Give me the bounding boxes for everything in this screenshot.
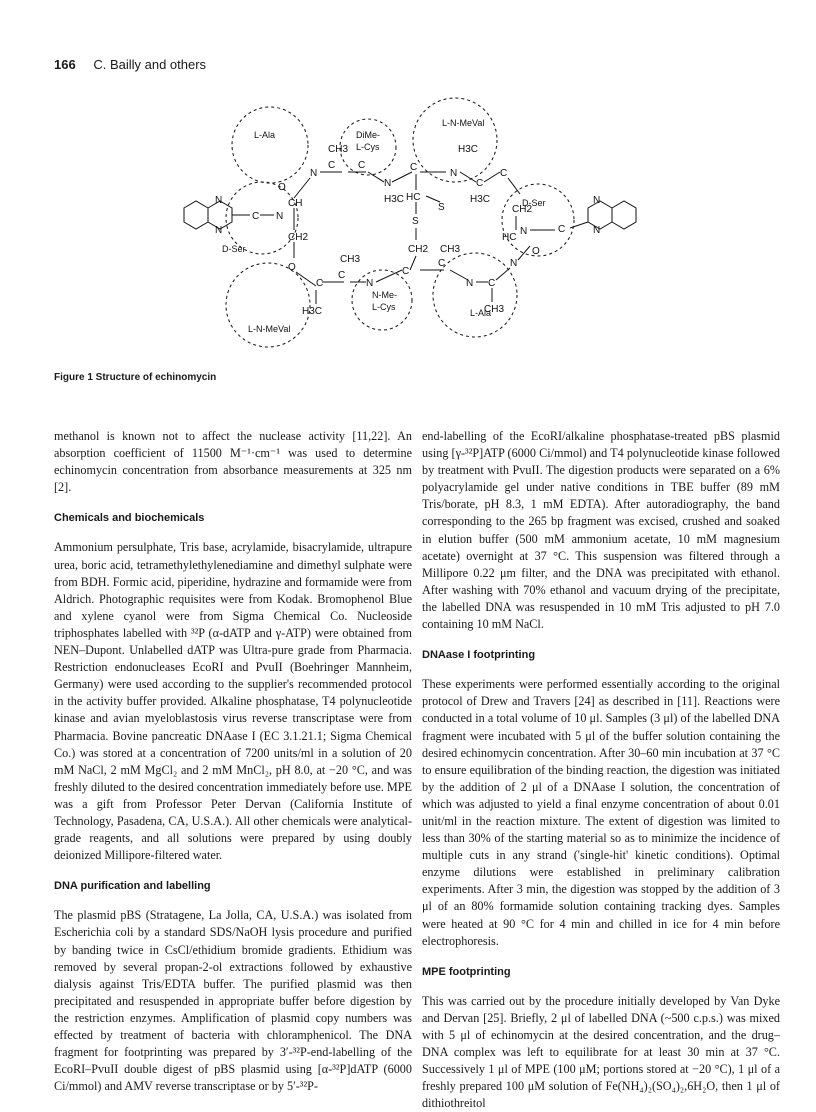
atom-label: C <box>476 178 484 189</box>
atom-label: HC <box>502 232 517 243</box>
atom-label: N <box>593 195 601 206</box>
atom-label: C <box>402 266 410 277</box>
left-quinoxaline-ring <box>184 195 283 236</box>
macrocycle-backbone <box>278 144 540 317</box>
left-column <box>54 428 412 1095</box>
section-heading: DNAase I footprinting <box>422 649 536 662</box>
atom-label: C <box>558 224 566 235</box>
atom-label: N <box>520 226 528 237</box>
atom-label: H3C <box>458 144 479 155</box>
section-heading: Chemicals and biochemicals <box>54 512 205 525</box>
residue-label: DiMe- <box>356 130 380 140</box>
atom-label: C <box>438 258 446 269</box>
residue-label: N-Me- <box>372 290 397 300</box>
residue-circle <box>226 263 310 347</box>
residue-label: D-Ser <box>222 244 246 254</box>
paragraph: Ammonium persulphate, Tris base, acrylamide, bisacrylamide, ultrapure urea, boric acid, tetramethylethylenediamine and dimethyl sulphate were from BDH. Formic acid, piperidine, hydrazine and formamide were from Aldrich. Photographic requisites were from Kodak. Bromophenol Blue and xylene cyanol were from Sigma Chemical Co. Nucleoside triphosphates labelled with ³²P (α-dATP and γ-ATP) were obtained from NEN–Dupont. Unlabelled dATP was Ultra-pure grade from Pharmacia. Restriction endonucleases EcoRI and PvuII (Boehringer Mannheim, Germany) were used according to the supplier's recommended protocol in the activity buffer provided. Alkaline phosphatase, T4 polynucleotide kinase and avian myeloblastosis virus reverse transcriptase were from Pharmacia. Bovine pancreatic DNAase I (EC 3.1.21.1; Sigma Chemical Co.) was stored at a concentration of 7200 units/ml in a solution of 20 mM NaCl, 2 mM MgCl₂ and 2 mM MnCl₂, pH 8.0, at −20 °C, and was freshly diluted to the desired concentration immediately before use. MPE was a gift from Professor Peter Dervan (California Institute of Technology, Pasadena, CA, U.S.A.). All other chemicals were analytical-grade reagents, and all solutions were prepared by using doubly deionized Millipore-filtered water. <box>54 540 412 863</box>
residue-label: L-Cys <box>372 302 396 312</box>
atom-label: H3C <box>384 194 405 205</box>
atom-label: CH2 <box>512 204 533 215</box>
running-title: C. Bailly and others <box>93 57 207 72</box>
atom-label: CH2 <box>408 244 429 255</box>
residue-label: L-N-MeVal <box>248 324 291 334</box>
residue-label: L-Ala <box>470 308 492 318</box>
paragraph: methanol is known not to affect the nuclease activity [11,22]. An absorption coefficient of 11500 M⁻¹·cm⁻¹ was used to determine echinomycin concentration from absorbance measurements at 325 nm [2]. <box>54 429 412 495</box>
atom-label: O <box>288 262 296 273</box>
atom-label: N <box>466 278 474 289</box>
paragraph: The plasmid pBS (Stratagene, La Jolla, CA, U.S.A.) was isolated from Escherichia coli by a standard SDS/NaOH lysis procedure and purified by banding twice in CsCl/ethidium bromide gradients. Ethidium was removed by several propan-2-ol extractions followed by exhaustive dialysis against Tris/EDTA buffer. The purified plasmid was then precipitated and resuspended in appropriate buffer before digestion by the restriction enzymes. Amplification of plasmid copy numbers was effected by treatment of bacteria with chloramphenicol. The DNA fragment for footprinting was prepared by 3′-³²P-end-labelling of the EcoRI–PvuII double digest of pBS plasmid using [α-³²P]dATP (6000 Ci/mmol) and AMV reverse transcriptase or by 5′-³²P- <box>54 908 412 1094</box>
atom-label: N <box>450 168 458 179</box>
atom-label: C <box>328 160 336 171</box>
residue-label: L-Ala <box>254 130 276 140</box>
atom-label: N <box>384 178 392 189</box>
atom-label: CH <box>288 198 303 209</box>
atom-label: CH2 <box>288 232 309 243</box>
atom-label: C <box>488 278 496 289</box>
atom-label: CH3 <box>340 254 361 265</box>
atom-label: CH3 <box>328 144 349 155</box>
atom-label: C <box>410 162 418 173</box>
paragraph: This was carried out by the procedure initially developed by Van Dyke and Dervan [25]. Briefly, 2 μl of labelled DNA (~500 c.p.s.) was mixed with 5 μl of echinomycin at the desired concentration, and the drug–DNA complex was left to equilibrate for at least 30 min at 37 °C. Successively 1 μl of MPE (100 μM; portions stored at −20 °C), 1 μl of a freshly prepared 100 μM solution of Fe(NH₄)₂(SO₄)₂,6H₂O, then 1 μl of dithiothreitol <box>422 993 780 1111</box>
atom-label: HC <box>406 192 421 203</box>
atom-label: N <box>510 258 518 269</box>
residue-label: L-Cys <box>356 142 380 152</box>
paragraph: end-labelling of the EcoRI/alkaline phosphatase-treated pBS plasmid using [γ-³²P]ATP (6000 Ci/mmol) and T4 polynucleotide kinase followed by treatment with PvuII. The digestion products were separated on a 6% polyacrylamide gel under native conditions in TBE buffer (89 mM Tris/borate, pH 8.3, 1 mM EDTA). After autoradiography, the band corresponding to the 265 bp fragment was excised, crushed and soaked in elution buffer (500 mM ammonium acetate, 10 mM magnesium acetate) overnight at 37 °C. This suspension was filtered through a Millipore 0.22 μm filter, and the DNA was precipitated with ethanol. After washing with 70% ethanol and vacuum drying of the precipitate, the labelled DNA was resuspended in 10 mM Tris adjusted to pH 7.0 containing 10 mM NaCl. <box>422 429 780 632</box>
atom-label: C <box>338 270 346 281</box>
atom-label: N <box>310 168 318 179</box>
atom-label: C <box>358 160 366 171</box>
atom-label: H3C <box>470 194 491 205</box>
figure-caption: Figure 1 Structure of echinomycin <box>54 372 217 383</box>
atom-label: S <box>438 202 445 213</box>
structure-diagram <box>170 90 650 360</box>
atom-label: C <box>500 168 508 179</box>
page-number: 166 <box>54 57 76 72</box>
atom-label: N <box>366 278 374 289</box>
section-heading: DNA purification and labelling <box>54 880 211 893</box>
atom-label: N <box>593 225 601 236</box>
atom-label: S <box>412 216 419 227</box>
section-heading: MPE footprinting <box>422 965 511 978</box>
residue-circle <box>433 253 517 337</box>
atom-label: O <box>532 246 540 257</box>
atom-label: CH3 <box>484 304 505 315</box>
atom-label: N <box>276 211 284 222</box>
atom-label: H3C <box>302 306 323 317</box>
atom-label: C <box>316 278 324 289</box>
atom-label: O <box>278 182 286 193</box>
residue-label: D-Ser <box>522 198 546 208</box>
right-column <box>422 428 780 1112</box>
atom-label: C <box>252 211 260 222</box>
residue-circle <box>232 107 308 183</box>
atom-label: N <box>215 225 223 236</box>
residue-label: L-N-MeVal <box>442 118 485 128</box>
atom-label: CH3 <box>440 244 461 255</box>
paragraph: These experiments were performed essentially according to the original protocol of Drew and Travers [24] as described in [11]. Reactions were conducted in a total volume of 10 μl. Samples (3 μl) of the labelled DNA fragment were incubated with 5 μl of the buffer solution containing the desired echinomycin concentration. After 30–60 min incubation at 37 °C to ensure equilibration of the binding reaction, the digestion was initiated by the addition of 2 μl of a DNAase I solution, the concentration of which was adjusted to yield a final enzyme concentration of about 0.01 unit/ml in the reaction mixture. The extent of digestion was limited to less than 30% of the starting material so as to minimize the incidence of multiple cuts in any strand ('single-hit' kinetic conditions). Optimal enzyme dilutions were established in preliminary calibration experiments. After 3 min, the digestion was stopped by the addition of 3 μl of an 80% formamide solution containing tracking dyes. Samples were heated at 90 °C for 4 min and chilled in ice for 4 min before electrophoresis. <box>422 677 780 948</box>
echinomycin-structure-figure <box>170 90 650 360</box>
atom-label: N <box>215 195 223 206</box>
running-header <box>54 57 206 72</box>
